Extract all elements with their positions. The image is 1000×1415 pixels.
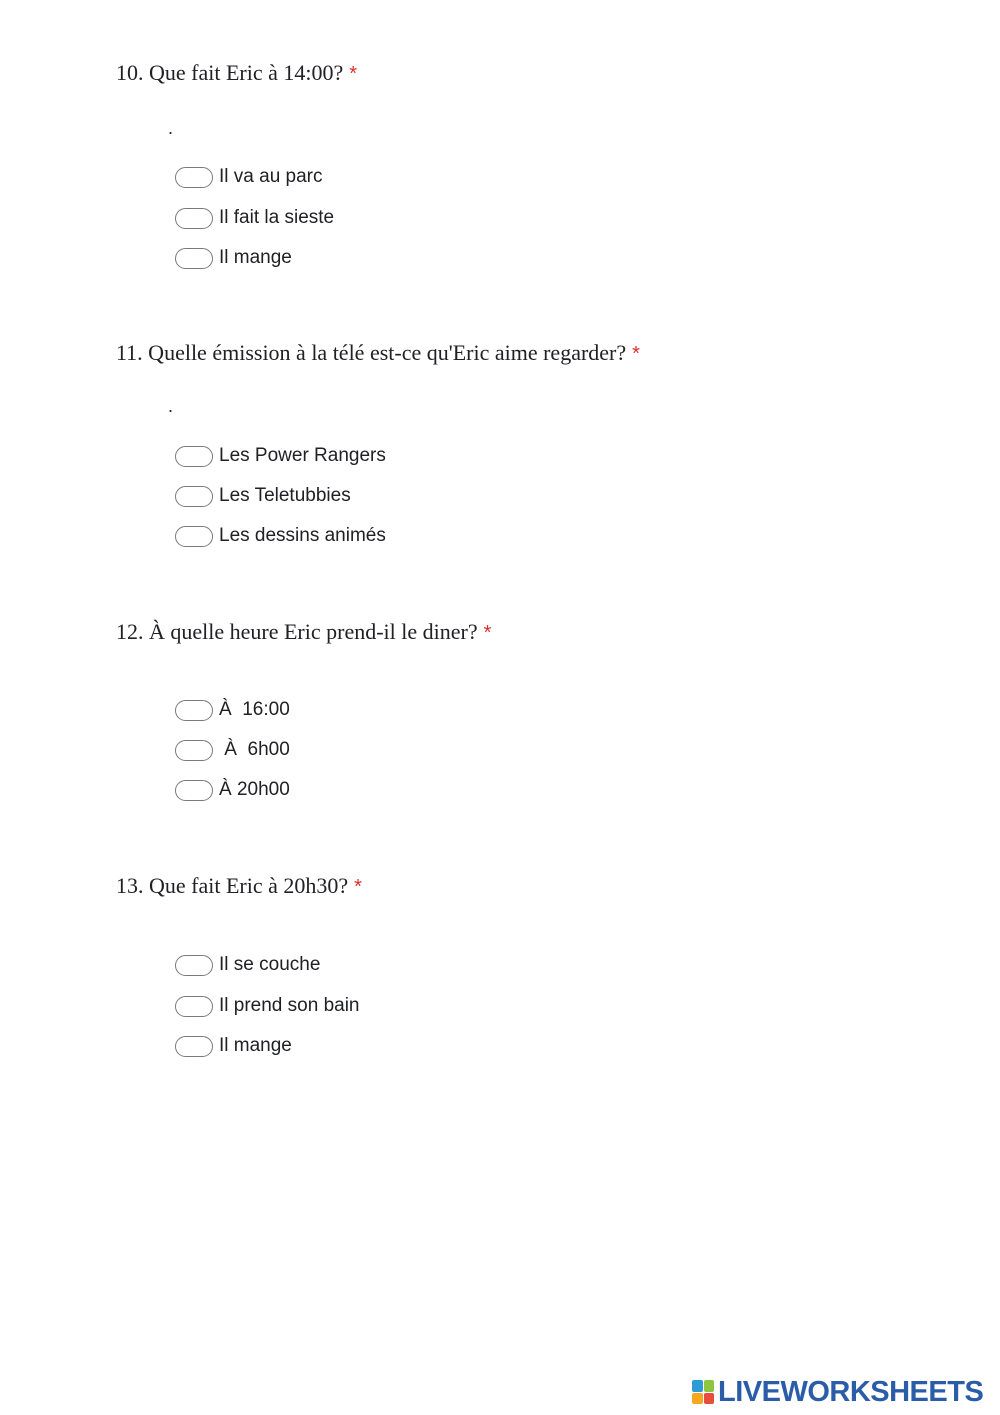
option-les-teletubbies[interactable] [175,483,351,509]
logo-mark-4 [704,1393,715,1405]
option-label: Il se couche [219,954,321,975]
option-a-16-00[interactable] [175,697,290,723]
radio-button[interactable] [175,700,213,721]
liveworksheets-logo [692,1377,983,1407]
liveworksheets-logo-icon [692,1380,714,1404]
option-a-6h00[interactable] [175,737,290,763]
question-title: 13. Que fait Eric à 20h30? * [116,873,362,898]
required-asterisk: * [483,622,492,644]
option-label: Il mange [219,1035,292,1056]
option-label: Il prend son bain [219,995,360,1016]
logo-mark-3 [692,1393,703,1405]
radio-button[interactable] [175,526,213,547]
option-il-fait-la-sieste[interactable] [175,205,334,231]
logo-mark-1 [692,1380,703,1392]
option-label: À 6h00 [219,739,290,760]
logo-text: LIVEWORKSHEETS [718,1375,984,1408]
question-note: . [168,396,174,416]
option-label: Il fait la sieste [219,207,335,228]
option-il-mange[interactable] [175,1033,292,1059]
radio-button[interactable] [175,248,213,269]
option-il-va-au-parc[interactable] [175,164,323,190]
question-title: 12. À quelle heure Eric prend-il le diner? * [116,619,492,644]
required-asterisk: * [354,876,362,898]
option-il-prend-son-bain[interactable] [175,993,360,1019]
required-asterisk: * [349,63,358,85]
option-label: Il mange [219,247,292,268]
radio-button[interactable] [175,486,213,507]
question-title: 10. Que fait Eric à 14:00? * [116,60,358,85]
radio-button[interactable] [175,740,213,761]
option-les-power-rangers[interactable] [175,443,386,469]
option-il-se-couche[interactable] [175,952,320,978]
option-label: Les Power Rangers [219,445,386,466]
radio-button[interactable] [175,208,213,229]
radio-button[interactable] [175,1036,213,1057]
option-label: Les Teletubbies [219,485,351,506]
option-a-20h00[interactable] [175,777,290,803]
option-il-mange[interactable] [175,245,292,271]
question-note: . [168,118,174,138]
logo-mark-2 [704,1380,715,1392]
option-les-dessins-animes[interactable] [175,523,386,549]
required-asterisk: * [632,343,640,365]
option-label: À 16:00 [219,699,290,720]
option-label: Il va au parc [219,166,323,187]
option-label: Les dessins animés [219,525,386,546]
question-title: 11. Quelle émission à la télé est-ce qu'Eric aime regarder? * [116,340,640,365]
option-label: À 20h00 [219,779,290,800]
radio-button[interactable] [175,955,213,976]
radio-button[interactable] [175,996,213,1017]
radio-button[interactable] [175,446,213,467]
radio-button[interactable] [175,167,213,188]
radio-button[interactable] [175,780,213,801]
